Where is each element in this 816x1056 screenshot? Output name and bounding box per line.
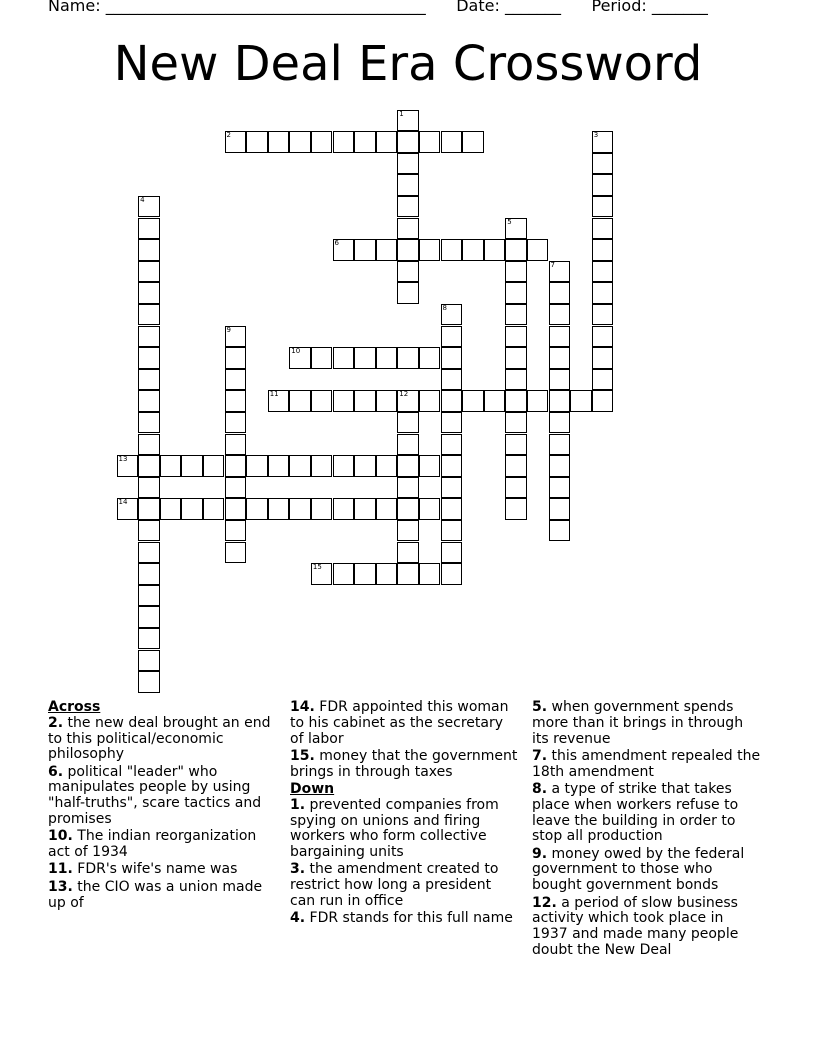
grid-cell[interactable] [225, 412, 247, 434]
grid-cell[interactable] [549, 304, 571, 326]
grid-cell[interactable] [505, 477, 527, 499]
clue-column-2 [290, 700, 520, 929]
clue-across-14: 14. FDR appointed this woman to his cabinet as the secretary of labor [290, 699, 509, 747]
grid-cell[interactable] [138, 239, 160, 261]
grid-cell[interactable] [397, 498, 419, 520]
grid-cell[interactable] [138, 477, 160, 499]
grid-cell[interactable] [397, 131, 419, 153]
grid-cell[interactable] [117, 498, 139, 520]
grid-cell[interactable] [397, 239, 419, 261]
grid-cell[interactable] [397, 390, 419, 412]
grid-cell[interactable] [397, 110, 419, 132]
grid-cell[interactable] [505, 498, 527, 520]
grid-cell[interactable] [311, 347, 333, 369]
grid-cell[interactable] [225, 347, 247, 369]
grid-cell[interactable] [333, 131, 355, 153]
grid-cell[interactable] [441, 455, 463, 477]
clue-number: 5 [507, 217, 512, 226]
grid-cell[interactable] [138, 498, 160, 520]
clue-number: 3 [593, 131, 599, 140]
grid-cell[interactable] [354, 563, 376, 585]
grid-cell[interactable] [376, 131, 398, 153]
clue-number: 6 [334, 239, 339, 248]
grid-cell[interactable] [289, 498, 311, 520]
grid-cell[interactable] [549, 498, 571, 520]
grid-cell[interactable] [505, 434, 527, 456]
grid-cell[interactable] [505, 455, 527, 477]
grid-cell[interactable] [138, 218, 160, 240]
clue-down-7: 7. this amendment repealed the 18th amendment [532, 747, 761, 780]
grid-cell[interactable] [268, 498, 290, 520]
clue-across-13: 13. the CIO was a union made up of [48, 878, 263, 911]
grid-cell[interactable] [289, 455, 311, 477]
clue-across-10: 10. The indian reorganization act of 1934 [48, 828, 257, 861]
grid-cell[interactable] [505, 261, 527, 283]
grid-cell[interactable] [419, 390, 441, 412]
grid-cell[interactable] [527, 239, 549, 261]
grid-cell[interactable] [138, 563, 160, 585]
clue-number: 9 [226, 325, 231, 334]
grid-cell[interactable] [397, 520, 419, 542]
clue-down-12: 12. a period of slow business activity which took place in 1937 and made many people doubt the New Deal [532, 894, 739, 958]
grid-cell[interactable] [289, 390, 311, 412]
clue-across-2: 2. the new deal brought an end to this political/economic philosophy [48, 714, 271, 763]
grid-cell[interactable] [441, 304, 463, 326]
grid-cell[interactable] [462, 131, 484, 153]
clue-across-6: 6. political "leader" who manipulates people by using "half-truths", scare tactics and promises [48, 763, 262, 828]
grid-cell[interactable] [246, 131, 268, 153]
grid-cell[interactable] [441, 369, 463, 391]
grid-cell[interactable] [138, 650, 160, 672]
grid-cell[interactable] [419, 347, 441, 369]
grid-cell[interactable] [592, 153, 614, 175]
grid-cell[interactable] [397, 477, 419, 499]
grid-cell[interactable] [138, 606, 160, 628]
grid-cell[interactable] [225, 520, 247, 542]
grid-cell[interactable] [441, 477, 463, 499]
clue-number: 1 [399, 109, 404, 118]
clue-number: 10 [291, 347, 301, 356]
clue-number: 15 [312, 563, 322, 572]
grid-cell[interactable] [354, 455, 376, 477]
grid-cell[interactable] [397, 434, 419, 456]
grid-cell[interactable] [549, 326, 571, 348]
grid-cell[interactable] [354, 131, 376, 153]
clue-column-1 [48, 700, 278, 913]
grid-cell[interactable] [225, 390, 247, 412]
grid-cell[interactable] [225, 477, 247, 499]
grid-cell[interactable] [333, 455, 355, 477]
grid-cell[interactable] [549, 347, 571, 369]
grid-cell[interactable] [419, 498, 441, 520]
grid-cell[interactable] [333, 347, 355, 369]
clue-down-4: 4. FDR stands for this full name [290, 910, 513, 927]
date-blank[interactable]: _______ [504, 0, 561, 15]
grid-cell[interactable] [138, 369, 160, 391]
grid-cell[interactable] [181, 498, 203, 520]
grid-cell[interactable] [225, 131, 247, 153]
clue-number: 12 [399, 390, 409, 399]
clue-number: 11 [269, 390, 279, 399]
grid-cell[interactable] [441, 563, 463, 585]
grid-cell[interactable] [246, 455, 268, 477]
grid-cell[interactable] [505, 412, 527, 434]
grid-cell[interactable] [311, 563, 333, 585]
clue-number: 13 [118, 455, 128, 464]
grid-cell[interactable] [397, 218, 419, 240]
date-label: Date: [456, 0, 500, 15]
clue-number: 14 [118, 498, 128, 507]
grid-cell[interactable] [181, 455, 203, 477]
clue-down-3: 3. the amendment created to restrict how long a president can run in office [290, 861, 499, 910]
grid-cell[interactable] [484, 239, 506, 261]
grid-cell[interactable] [592, 369, 614, 391]
grid-cell[interactable] [138, 671, 160, 693]
clue-across-11: 11. FDR's wife's name was [48, 861, 238, 878]
grid-cell[interactable] [419, 563, 441, 585]
grid-cell[interactable] [160, 498, 182, 520]
grid-cell[interactable] [505, 347, 527, 369]
grid-cell[interactable] [397, 412, 419, 434]
puzzle-title: New Deal Era Crossword [113, 36, 703, 92]
grid-cell[interactable] [246, 498, 268, 520]
grid-cell[interactable] [138, 347, 160, 369]
grid-cell[interactable] [311, 131, 333, 153]
grid-cell[interactable] [289, 347, 311, 369]
grid-cell[interactable] [376, 390, 398, 412]
grid-cell[interactable] [592, 218, 614, 240]
clue-across-15: 15. money that the government brings in through taxes [290, 747, 518, 780]
grid-cell[interactable] [397, 282, 419, 304]
clue-down-5: 5. when government spends more than it brings in through its revenue [532, 699, 744, 747]
clue-down-9: 9. money owed by the federal government to those who bought government bonds [532, 845, 745, 894]
grid-cell[interactable] [268, 455, 290, 477]
grid-cell[interactable] [549, 282, 571, 304]
grid-cell[interactable] [225, 498, 247, 520]
grid-cell[interactable] [138, 628, 160, 650]
grid-cell[interactable] [138, 455, 160, 477]
grid-cell[interactable] [225, 542, 247, 564]
clue-number: 8 [442, 303, 447, 312]
grid-cell[interactable] [419, 455, 441, 477]
grid-cell[interactable] [505, 390, 527, 412]
grid-cell[interactable] [549, 434, 571, 456]
grid-cell[interactable] [505, 326, 527, 348]
grid-cell[interactable] [549, 477, 571, 499]
grid-cell[interactable] [592, 347, 614, 369]
period-label: Period: [591, 0, 647, 15]
grid-cell[interactable] [376, 239, 398, 261]
grid-cell[interactable] [505, 239, 527, 261]
clue-column-3 [532, 700, 762, 960]
period-blank[interactable]: _______ [651, 0, 708, 15]
grid-cell[interactable] [592, 304, 614, 326]
grid-cell[interactable] [203, 455, 225, 477]
grid-cell[interactable] [376, 455, 398, 477]
grid-cell[interactable] [138, 520, 160, 542]
grid-cell[interactable] [484, 390, 506, 412]
grid-cell[interactable] [462, 390, 484, 412]
grid-cell[interactable] [333, 239, 355, 261]
grid-cell[interactable] [354, 239, 376, 261]
grid-cell[interactable] [397, 261, 419, 283]
clue-down-1: 1. prevented companies from spying on unions and firing workers who form collective bargaining units [290, 796, 499, 861]
grid-cell[interactable] [333, 563, 355, 585]
grid-cell[interactable] [505, 218, 527, 240]
grid-cell[interactable] [441, 326, 463, 348]
grid-cell[interactable] [592, 196, 614, 218]
name-label: Name: [48, 0, 101, 15]
grid-cell[interactable] [397, 174, 419, 196]
grid-cell[interactable] [225, 434, 247, 456]
grid-cell[interactable] [333, 390, 355, 412]
grid-cell[interactable] [354, 347, 376, 369]
grid-cell[interactable] [138, 412, 160, 434]
grid-cell[interactable] [354, 390, 376, 412]
grid-cell[interactable] [138, 304, 160, 326]
grid-cell[interactable] [138, 282, 160, 304]
grid-cell[interactable] [289, 131, 311, 153]
grid-cell[interactable] [592, 131, 614, 153]
grid-cell[interactable] [225, 326, 247, 348]
grid-cell[interactable] [138, 585, 160, 607]
grid-cell[interactable] [311, 390, 333, 412]
grid-cell[interactable] [203, 498, 225, 520]
grid-cell[interactable] [419, 239, 441, 261]
grid-cell[interactable] [268, 131, 290, 153]
grid-cell[interactable] [441, 434, 463, 456]
grid-cell[interactable] [397, 196, 419, 218]
grid-cell[interactable] [549, 520, 571, 542]
grid-cell[interactable] [441, 131, 463, 153]
grid-cell[interactable] [311, 455, 333, 477]
grid-cell[interactable] [397, 455, 419, 477]
grid-cell[interactable] [505, 282, 527, 304]
grid-cell[interactable] [592, 174, 614, 196]
grid-cell[interactable] [225, 369, 247, 391]
grid-cell[interactable] [462, 239, 484, 261]
grid-cell[interactable] [376, 563, 398, 585]
clue-down-8: 8. a type of strike that takes place when workers refuse to leave the building in order to stop all production [532, 780, 739, 845]
grid-cell[interactable] [549, 455, 571, 477]
grid-cell[interactable] [138, 390, 160, 412]
grid-cell[interactable] [441, 520, 463, 542]
grid-cell[interactable] [441, 412, 463, 434]
grid-cell[interactable] [397, 542, 419, 564]
grid-cell[interactable] [549, 261, 571, 283]
grid-cell[interactable] [138, 261, 160, 283]
grid-cell[interactable] [505, 369, 527, 391]
grid-cell[interactable] [441, 498, 463, 520]
grid-cell[interactable] [549, 412, 571, 434]
grid-cell[interactable] [354, 498, 376, 520]
name-blank[interactable]: ________________________________________ [105, 0, 426, 15]
clue-number: 7 [550, 260, 555, 269]
grid-cell[interactable] [225, 455, 247, 477]
grid-cell[interactable] [138, 196, 160, 218]
grid-cell[interactable] [441, 390, 463, 412]
grid-cell[interactable] [138, 542, 160, 564]
grid-cell[interactable] [570, 390, 592, 412]
grid-cell[interactable] [592, 239, 614, 261]
clue-number: 4 [140, 195, 145, 204]
grid-cell[interactable] [268, 390, 290, 412]
down-heading: Down [290, 780, 335, 797]
grid-cell[interactable] [505, 304, 527, 326]
clue-number: 2 [226, 131, 231, 140]
grid-cell[interactable] [160, 455, 182, 477]
grid-cell[interactable] [397, 563, 419, 585]
grid-cell[interactable] [549, 390, 571, 412]
grid-cell[interactable] [592, 261, 614, 283]
grid-cell[interactable] [441, 239, 463, 261]
grid-cell[interactable] [138, 326, 160, 348]
grid-cell[interactable] [397, 153, 419, 175]
grid-cell[interactable] [376, 347, 398, 369]
grid-cell[interactable] [397, 347, 419, 369]
grid-cell[interactable] [117, 455, 139, 477]
grid-cell[interactable] [441, 347, 463, 369]
grid-cell[interactable] [333, 498, 355, 520]
grid-cell[interactable] [376, 498, 398, 520]
grid-cell[interactable] [549, 369, 571, 391]
grid-cell[interactable] [441, 542, 463, 564]
grid-cell[interactable] [592, 282, 614, 304]
grid-cell[interactable] [527, 390, 549, 412]
grid-cell[interactable] [592, 326, 614, 348]
across-heading: Across [48, 699, 101, 715]
grid-cell[interactable] [138, 434, 160, 456]
grid-cell[interactable] [311, 498, 333, 520]
grid-cell[interactable] [419, 131, 441, 153]
grid-cell[interactable] [592, 390, 614, 412]
